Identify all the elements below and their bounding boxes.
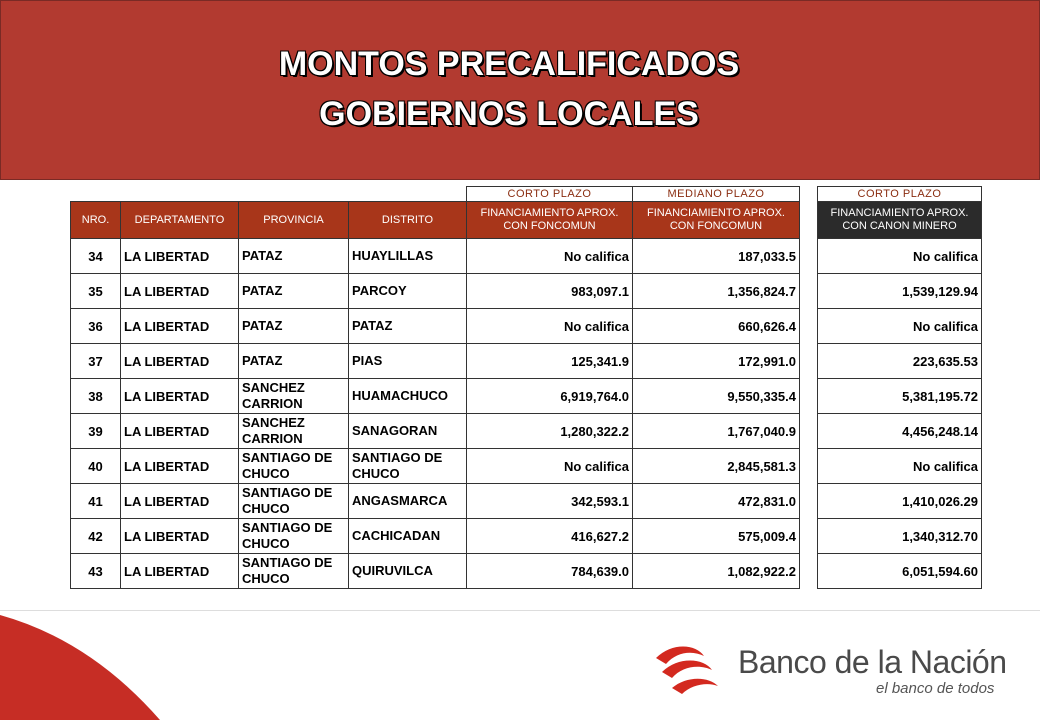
cell-canon-minero: 5,381,195.72 [818,379,982,414]
header-financiamiento-corto: FINANCIAMIENTO APROX. CON FONCOMUN [467,202,633,239]
cell-departamento: LA LIBERTAD [121,519,239,554]
bank-logo-icon [652,638,732,698]
cell-canon-minero: 223,635.53 [818,344,982,379]
cell-corto-plazo: 784,639.0 [467,554,633,589]
cell-distrito: ANGASMARCA [349,484,467,519]
cell-departamento: LA LIBERTAD [121,274,239,309]
canon-table [817,186,982,589]
cell-provincia: SANTIAGO DE CHUCO [239,484,349,519]
cell-departamento: LA LIBERTAD [121,414,239,449]
cell-nro: 42 [71,519,121,554]
cell-departamento: LA LIBERTAD [121,449,239,484]
cell-mediano-plazo: 9,550,335.4 [633,379,800,414]
cell-nro: 36 [71,309,121,344]
cell-provincia: SANCHEZ CARRION [239,379,349,414]
cell-corto-plazo: 416,627.2 [467,519,633,554]
title-banner [0,0,1040,180]
cell-departamento: LA LIBERTAD [121,239,239,274]
red-swoosh-decoration [0,600,200,720]
cell-nro: 40 [71,449,121,484]
cell-mediano-plazo: 187,033.5 [633,239,800,274]
table-row [71,554,800,589]
cell-canon-minero: No califica [818,309,982,344]
cell-departamento: LA LIBERTAD [121,484,239,519]
cell-corto-plazo: 125,341.9 [467,344,633,379]
table-row [71,344,800,379]
cell-provincia: SANCHEZ CARRION [239,414,349,449]
header-distrito: DISTRITO [349,202,467,239]
cell-mediano-plazo: 575,009.4 [633,519,800,554]
cell-provincia: PATAZ [239,309,349,344]
cell-distrito: PARCOY [349,274,467,309]
table-row [818,274,982,309]
page-title-line1: MONTOS PRECALIFICADOS [278,45,740,83]
table-row [818,554,982,589]
table-row [818,484,982,519]
cell-nro: 39 [71,414,121,449]
group-corto-plazo-canon: CORTO PLAZO [818,187,982,202]
group-corto-plazo: CORTO PLAZO [467,187,633,202]
header-nro: NRO. [71,202,121,239]
cell-departamento: LA LIBERTAD [121,344,239,379]
cell-nro: 41 [71,484,121,519]
cell-nro: 38 [71,379,121,414]
cell-canon-minero: 1,539,129.94 [818,274,982,309]
cell-distrito: SANTIAGO DE CHUCO [349,449,467,484]
cell-provincia: PATAZ [239,274,349,309]
cell-departamento: LA LIBERTAD [121,309,239,344]
cell-canon-minero: No califica [818,449,982,484]
cell-mediano-plazo: 660,626.4 [633,309,800,344]
cell-provincia: PATAZ [239,239,349,274]
cell-mediano-plazo: 172,991.0 [633,344,800,379]
table-row [71,379,800,414]
table-row [818,519,982,554]
cell-mediano-plazo: 2,845,581.3 [633,449,800,484]
table-row [71,274,800,309]
main-table [70,186,800,589]
cell-mediano-plazo: 1,767,040.9 [633,414,800,449]
table-row [818,449,982,484]
table-row [71,449,800,484]
table-row [71,484,800,519]
cell-provincia: SANTIAGO DE CHUCO [239,519,349,554]
cell-nro: 37 [71,344,121,379]
cell-distrito: HUAMACHUCO [349,379,467,414]
cell-canon-minero: No califica [818,239,982,274]
cell-mediano-plazo: 1,356,824.7 [633,274,800,309]
cell-nro: 34 [71,239,121,274]
cell-nro: 43 [71,554,121,589]
cell-corto-plazo: 983,097.1 [467,274,633,309]
cell-provincia: SANTIAGO DE CHUCO [239,554,349,589]
bank-tagline: el banco de todos [876,680,995,697]
cell-corto-plazo: 1,280,322.2 [467,414,633,449]
cell-nro: 35 [71,274,121,309]
group-spacer [71,187,467,202]
cell-corto-plazo: 342,593.1 [467,484,633,519]
cell-distrito: PIAS [349,344,467,379]
table-row [71,239,800,274]
header-financiamiento-mediano: FINANCIAMIENTO APROX. CON FONCOMUN [633,202,800,239]
cell-corto-plazo: 6,919,764.0 [467,379,633,414]
cell-provincia: PATAZ [239,344,349,379]
bank-name: Banco de la Nación [738,644,1007,680]
cell-mediano-plazo: 1,082,922.2 [633,554,800,589]
cell-departamento: LA LIBERTAD [121,554,239,589]
cell-distrito: HUAYLILLAS [349,239,467,274]
cell-canon-minero: 4,456,248.14 [818,414,982,449]
cell-canon-minero: 1,340,312.70 [818,519,982,554]
table-row [818,239,982,274]
group-mediano-plazo: MEDIANO PLAZO [633,187,800,202]
table-row [818,344,982,379]
cell-canon-minero: 6,051,594.60 [818,554,982,589]
header-departamento: DEPARTAMENTO [121,202,239,239]
table-row [71,414,800,449]
cell-distrito: CACHICADAN [349,519,467,554]
table-row [818,414,982,449]
cell-distrito: SANAGORAN [349,414,467,449]
table-row [818,379,982,414]
cell-departamento: LA LIBERTAD [121,379,239,414]
cell-mediano-plazo: 472,831.0 [633,484,800,519]
table-row [818,309,982,344]
page-title-line2: GOBIERNOS LOCALES [319,95,699,133]
header-provincia: PROVINCIA [239,202,349,239]
cell-canon-minero: 1,410,026.29 [818,484,982,519]
cell-provincia: SANTIAGO DE CHUCO [239,449,349,484]
cell-corto-plazo: No califica [467,449,633,484]
cell-distrito: PATAZ [349,309,467,344]
table-row [71,519,800,554]
table-row [71,309,800,344]
header-financiamiento-canon: FINANCIAMIENTO APROX. CON CANON MINERO [818,202,982,239]
cell-corto-plazo: No califica [467,309,633,344]
cell-distrito: QUIRUVILCA [349,554,467,589]
cell-corto-plazo: No califica [467,239,633,274]
